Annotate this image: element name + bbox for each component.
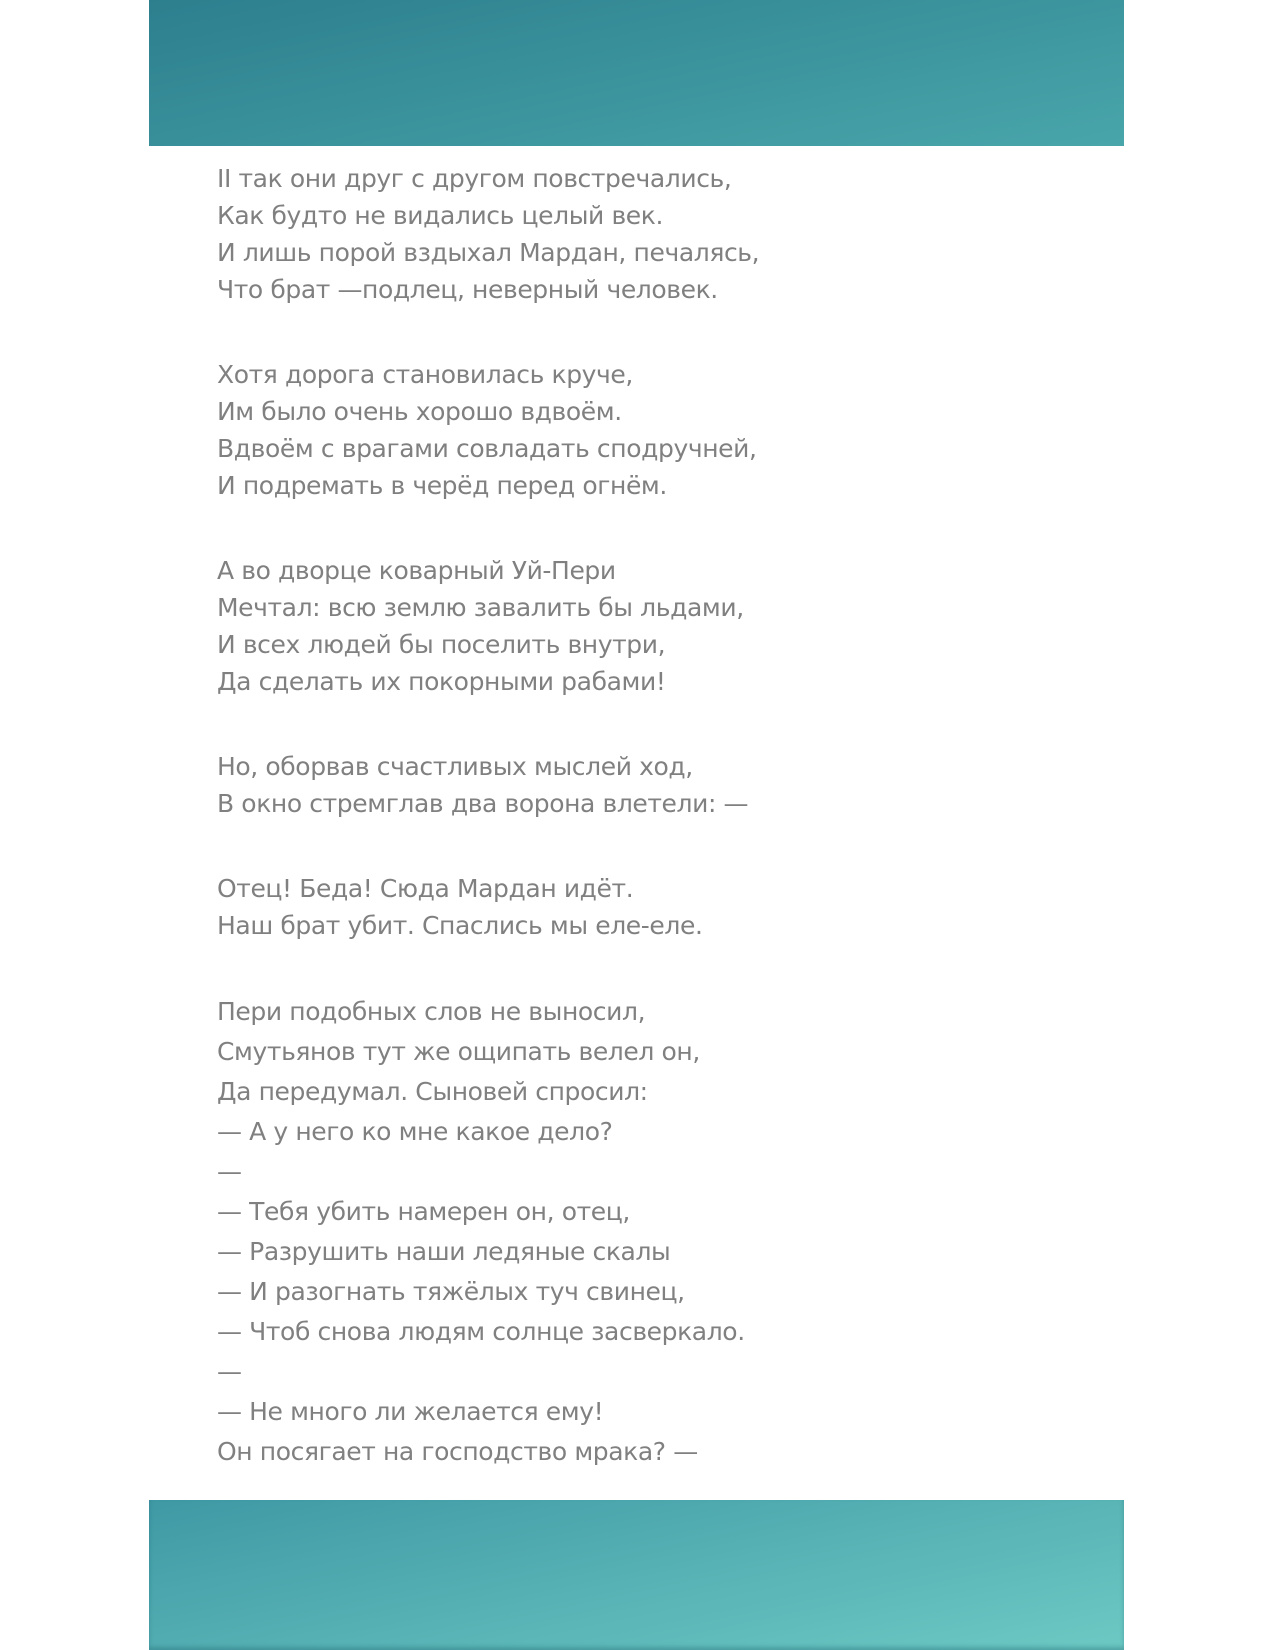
poem-line: В окно стремглав два ворона влетели: — xyxy=(217,789,749,818)
poem-line: Отец! Беда! Сюда Мардан идёт. xyxy=(217,874,634,903)
poem-line: — xyxy=(217,1357,242,1386)
poem-line: — И разогнать тяжёлых туч свинец, xyxy=(217,1277,685,1306)
poem-line: II так они друг с другом повстречались, xyxy=(217,164,732,193)
poem-line: Наш брат убит. Спаслись мы еле-еле. xyxy=(217,911,703,940)
poem-line: Да передумал. Сыновей спросил: xyxy=(217,1077,648,1106)
poem-line: — Разрушить наши ледяные скалы xyxy=(217,1237,671,1266)
stanza xyxy=(217,870,1077,944)
poem-line: Мечтал: всю землю завалить бы льдами, xyxy=(217,593,744,622)
poem-line: И подремать в черёд перед огнём. xyxy=(217,471,667,500)
poem-line: — Чтоб снова людям солнце засверкало. xyxy=(217,1317,745,1346)
poem-line: Да сделать их покорными рабами! xyxy=(217,667,666,696)
poem-line: Пери подобных слов не выносил, xyxy=(217,997,646,1026)
stanza xyxy=(217,992,1077,1472)
poem-line: И лишь порой вздыхал Мардан, печалясь, xyxy=(217,238,760,267)
stanza xyxy=(217,160,1077,308)
top-banner xyxy=(149,0,1124,146)
poem-line: А во дворце коварный Уй-Пери xyxy=(217,556,616,585)
poem-line: Хотя дорога становилась круче, xyxy=(217,360,633,389)
poem-line: — xyxy=(217,1157,242,1186)
bottom-banner xyxy=(149,1500,1124,1650)
poem-line: Он посягает на господство мрака? — xyxy=(217,1437,698,1466)
poem-line: — Не много ли желается ему! xyxy=(217,1397,604,1426)
poem-line: Смутьянов тут же ощипать велел он, xyxy=(217,1037,700,1066)
poem-line: Что брат —подлец, неверный человек. xyxy=(217,275,718,304)
poem-line: Но, оборвав счастливых мыслей ход, xyxy=(217,752,693,781)
poem-line: Им было очень хорошо вдвоём. xyxy=(217,397,622,426)
poem-line: — А у него ко мне какое дело? xyxy=(217,1117,613,1146)
poem-line: Вдвоём с врагами совладать сподручней, xyxy=(217,434,757,463)
stanza xyxy=(217,356,1077,504)
stanza xyxy=(217,552,1077,700)
poem-line: — Тебя убить намерен он, отец, xyxy=(217,1197,630,1226)
stanza xyxy=(217,748,1077,822)
poem-line: Как будто не видались целый век. xyxy=(217,201,664,230)
poem xyxy=(217,160,1077,1520)
poem-line: И всех людей бы поселить внутри, xyxy=(217,630,666,659)
